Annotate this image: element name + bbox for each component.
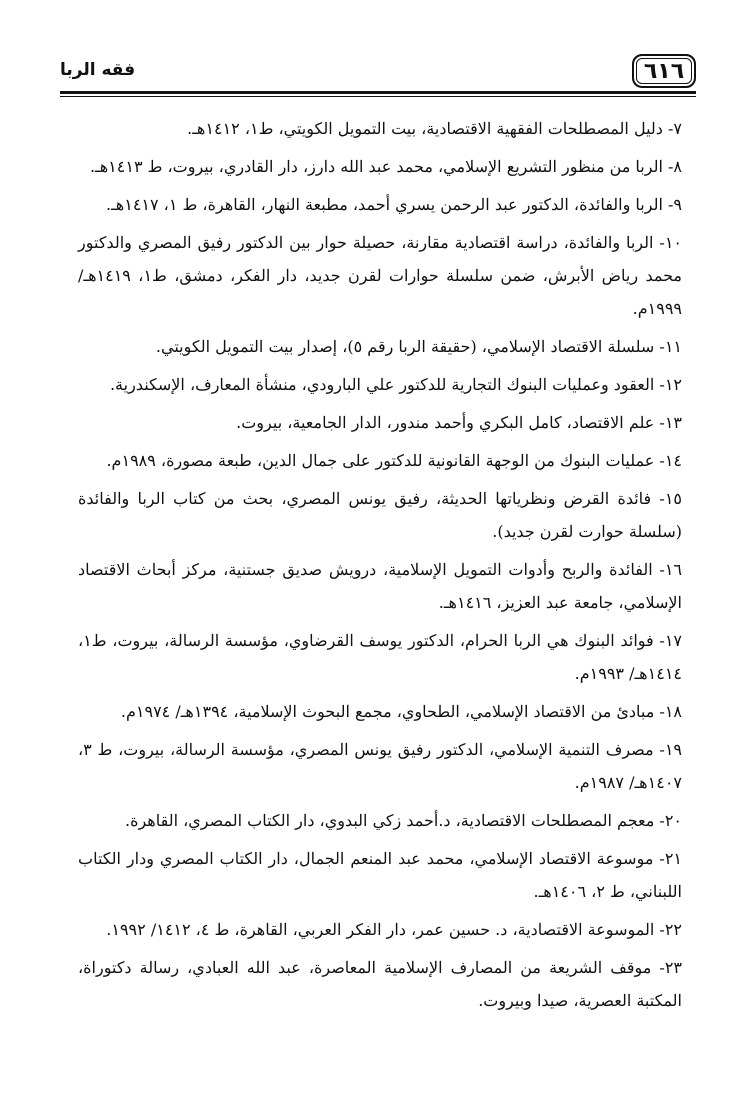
reference-item: ٢٣- موقف الشريعة من المصارف الإسلامية المعاصرة، عبد الله العبادي، رسالة دكتوراة، المكتبة العصرية، صيدا وبيروت. [78,958,682,1010]
reference-item: ٧- دليل المصطلحات الفقهية الاقتصادية، بيت التمويل الكويتي، ط١، ١٤١٢هـ. [187,119,682,138]
running-title: فقه الربا [60,60,136,80]
reference-item: ١٩- مصرف التنمية الإسلامي، الدكتور رفيق يونس المصري، مؤسسة الرسالة، بيروت، ط ٣، ١٤٠٧هـ/ ١٩٨٧م. [78,740,682,792]
reference-item: ٢١- موسوعة الاقتصاد الإسلامي، محمد عبد المنعم الجمال، دار الكتاب المصري ودار الكتاب اللبناني، ط ٢، ١٤٠٦هـ. [78,849,682,901]
page-number: ٦١٦ [632,54,696,88]
reference-item: ١١- سلسلة الاقتصاد الإسلامي، (حقيقة الربا رقم ٥)، إصدار بيت التمويل الكويتي. [155,337,682,356]
reference-item: ٩- الربا والفائدة، الدكتور عبد الرحمن يسري أحمد، مطبعة النهار، القاهرة، ط ١، ١٤١٧هـ. [106,195,682,214]
reference-item: ١٨- مبادئ من الاقتصاد الإسلامي، الطحاوي، مجمع البحوث الإسلامية، ١٣٩٤هـ/ ١٩٧٤م. [120,702,682,721]
reference-item: ٢٠- معجم المصطلحات الاقتصادية، د.أحمد زكي البدوي، دار الكتاب المصري، القاهرة. [124,811,682,830]
reference-item: ٢٢- الموسوعة الاقتصادية، د. حسين عمر، دار الفكر العربي، القاهرة، ط ٤، ١٤١٢/ ١٩٩٢. [106,920,682,939]
page-header [60,48,696,88]
reference-item: ١٣- علم الاقتصاد، كامل البكري وأحمد مندور، الدار الجامعية، بيروت. [236,413,682,432]
reference-item: ١٧- فوائد البنوك هي الربا الحرام، الدكتور يوسف القرضاوي، مؤسسة الرسالة، بيروت، ط١، ١٤١٤هـ/ ١٩٩٣م. [78,631,682,683]
header-rule-thick [60,91,696,94]
reference-list [78,112,682,1022]
reference-item: ١٥- فائدة القرض ونظرياتها الحديثة، رفيق يونس المصري، بحث من كتاب الربا والفائدة (سلسلة حوارت لقرن جديد). [78,489,682,541]
header-rule-thin [60,96,696,97]
reference-item: ١٤- عمليات البنوك من الوجهة القانونية للدكتور على جمال الدين، طبعة مصورة، ١٩٨٩م. [106,451,682,470]
reference-item: ١٢- العقود وعمليات البنوك التجارية للدكتور علي البارودي، منشأة المعارف، الإسكندرية. [109,375,682,394]
reference-item: ٨- الربا من منظور التشريع الإسلامي، محمد عبد الله دارز، دار القادري، بيروت، ط ١٤١٣هـ. [89,157,682,176]
reference-item: ١٠- الربا والفائدة، دراسة اقتصادية مقارنة، حصيلة حوار بين الدكتور رفيق المصري والدكتور محمد رياض الأبرش، ضمن سلسلة حوارات لقرن جديد، دار الفكر، دمشق، ط١، ١٤١٩هـ/ ١٩٩٩م. [78,233,683,318]
reference-item: ١٦- الفائدة والربح وأدوات التمويل الإسلامية، درويش صديق جستنية، مركز أبحاث الاقتصاد الإسلامي، جامعة عبد العزيز، ١٤١٦هـ. [78,560,682,612]
